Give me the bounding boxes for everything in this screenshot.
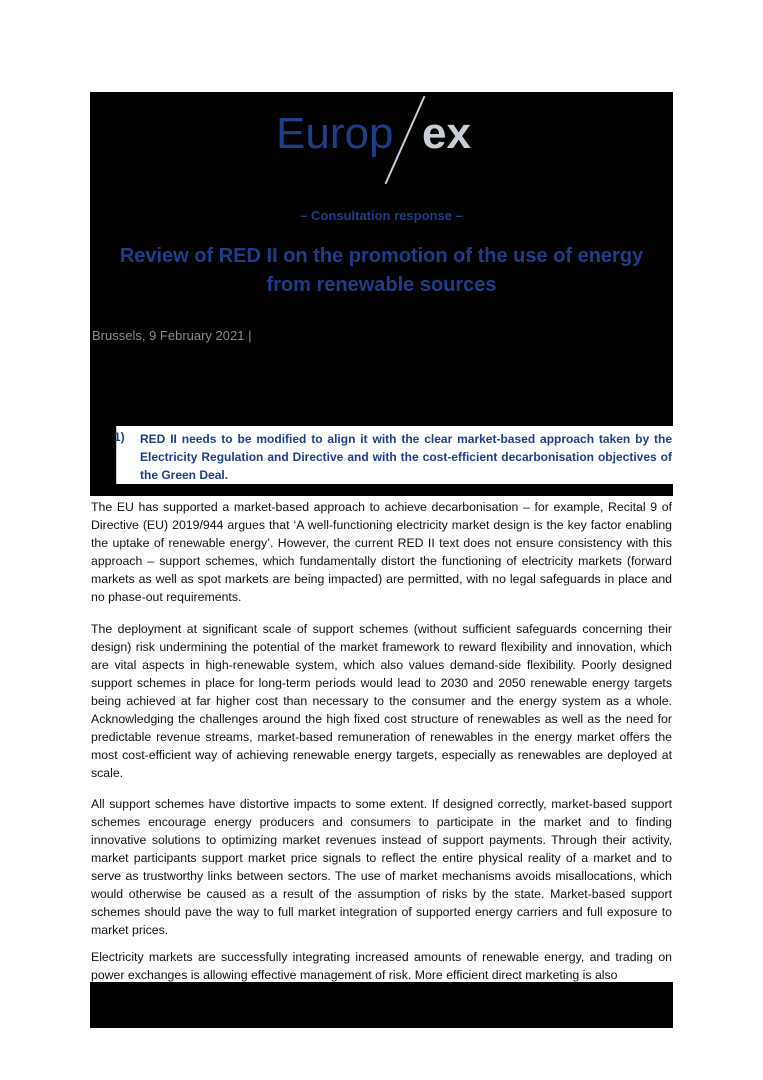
europex-logo xyxy=(276,106,496,166)
dateline: Brussels, 9 February 2021 | xyxy=(92,328,252,343)
footer-block xyxy=(90,982,673,1028)
paragraph: The EU has supported a market-based approach to achieve decarbonisation – for example, Recital 9 of Directive (EU) 2019/944 argues that ‘A well-functioning electricity market design is the key factor enabling the uptake of renewable energy’. However, the current RED II text does not ensure consistency with this approach – support schemes, which fundamentally distort the functioning of electricity markets (forward markets as well as spot markets are being impacted) are permitted, with no legal safeguards in place and no phase-out requirements. xyxy=(91,500,672,604)
paragraph: The deployment at significant scale of support schemes (without sufficient safeguards concerning their design) risk undermining the potential of the market framework to reward flexibility and innovation, which are vital aspects in high-renewable system, which also values demand-side flexibility. Poorly designed support schemes in place for long-term periods would lead to 2030 and 2050 renewable energy targets being achieved at far higher cost than necessary to the consumer and the energy system as a whole. Acknowledging the challenges around the high fixed cost structure of renewables as well as the need for predictable revenue streams, market-based remuneration of renewables in the energy market offers the most cost-efficient way of achieving renewable energy targets, especially as renewables are deployed at scale. xyxy=(91,622,672,780)
paragraph: Electricity markets are successfully integrating increased amounts of renewable energy, and trading on power exchanges is allowing effective management of risk. More efficient direct marketing is also xyxy=(91,950,672,982)
document-kicker: – Consultation response – xyxy=(300,208,463,223)
document-title: Review of RED II on the promotion of the use of energy from renewable sources xyxy=(119,245,644,296)
logo-text-main: Europ xyxy=(276,109,394,158)
logo-text-accent: ex xyxy=(422,109,471,158)
paragraph: All support schemes have distortive impacts to some extent. If designed correctly, market-based support schemes encourage energy producers and consumers to participate in the market and to finding innovative solutions to optimizing market revenues instead of support payments. Through their activity, market participants support market price signals to reflect the entire physical reality of a market and to serve as trustworthy links between sectors. The use of market mechanisms avoids misallocations, which would otherwise be caused as a result of the assumption of risks by the state. Market-based support schemes should pave the way to full market integration of supported energy carriers and full exposure to market prices. xyxy=(91,797,672,937)
section-heading: RED II needs to be modified to align it with the clear market-based approach taken by the Electricity Regulation and Directive and with the cost-efficient decarbonisation objectives of the Green Deal. xyxy=(140,432,672,482)
section-number: 1) xyxy=(114,430,125,444)
